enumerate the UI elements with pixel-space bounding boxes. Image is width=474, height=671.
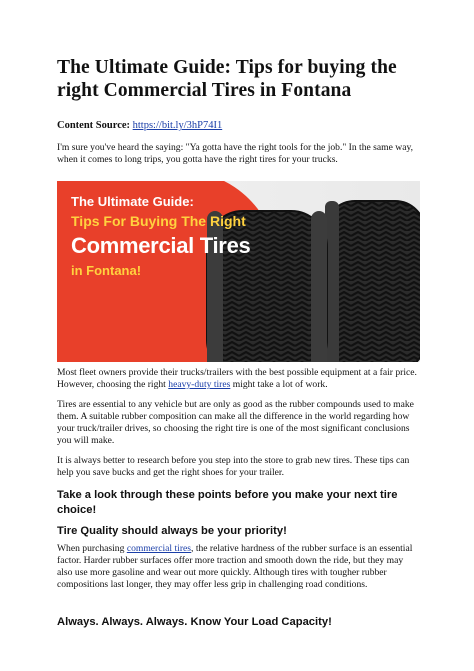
heavy-duty-tires-link[interactable]: heavy-duty tires [168, 379, 231, 390]
banner-line-4: in Fontana! [71, 263, 142, 278]
page-title: The Ultimate Guide: Tips for buying the right Commercial Tires in Fontana [57, 57, 397, 101]
banner-line-2: Tips For Buying The Right [71, 213, 246, 229]
banner-line-3: Commercial Tires [71, 233, 251, 258]
paragraph-quality-text: When purchasing [57, 543, 127, 554]
paragraph-quality-text-end: , the relative hardness of the rubber surface is an essential factor. Harder rubber surfaces offer more traction and smooth down the ride, but they may also use more gasoline and wear out more quickly. Although tires with tougher rubber compositions last longer, they may offer less grip in challenging road conditions. [57, 543, 413, 590]
paragraph-fleet [57, 367, 420, 391]
paragraph-rubber: Tires are essential to any vehicle but are only as good as the rubber compounds used to make them. A suitable rubber composition can make all the difference in the world regarding how your truck/trailer drives, so choosing the right tire is one of the most significant conclusions you will make. [57, 399, 414, 446]
intro-paragraph: I'm sure you've heard the saying: "Ya gotta have the right tools for the job." In the same way, when it comes to long trips, you gotta have the right tires for your trucks. [57, 142, 414, 165]
commercial-tires-link[interactable]: commercial tires [126, 543, 192, 554]
document-body [57, 56, 420, 629]
heading-points: Take a look through these points before you make your next tire choice! [57, 489, 398, 516]
paragraph-research: It is always better to research before you step into the store to grab new tires. These tips can help you save bucks and get the right shoes for your trailer. [57, 455, 410, 478]
content-source-link[interactable]: https://bit.ly/3hP74I1 [132, 120, 223, 131]
content-source-label: Content Source: [57, 120, 131, 131]
banner-image [57, 181, 420, 362]
paragraph-fleet-text-end: might take a lot of work. [230, 379, 328, 390]
content-source [57, 119, 420, 132]
heading-load-capacity: Always. Always. Always. Know Your Load Capacity! [57, 616, 332, 628]
banner-line-1: The Ultimate Guide: [71, 194, 194, 209]
heading-tire-quality: Tire Quality should always be your priority! [57, 525, 287, 537]
paragraph-fleet-text: Most fleet owners provide their trucks/trailers with the best possible equipment at a fair price. However, choosing the right [57, 367, 417, 390]
tire-right [325, 201, 420, 362]
paragraph-quality [57, 543, 420, 591]
